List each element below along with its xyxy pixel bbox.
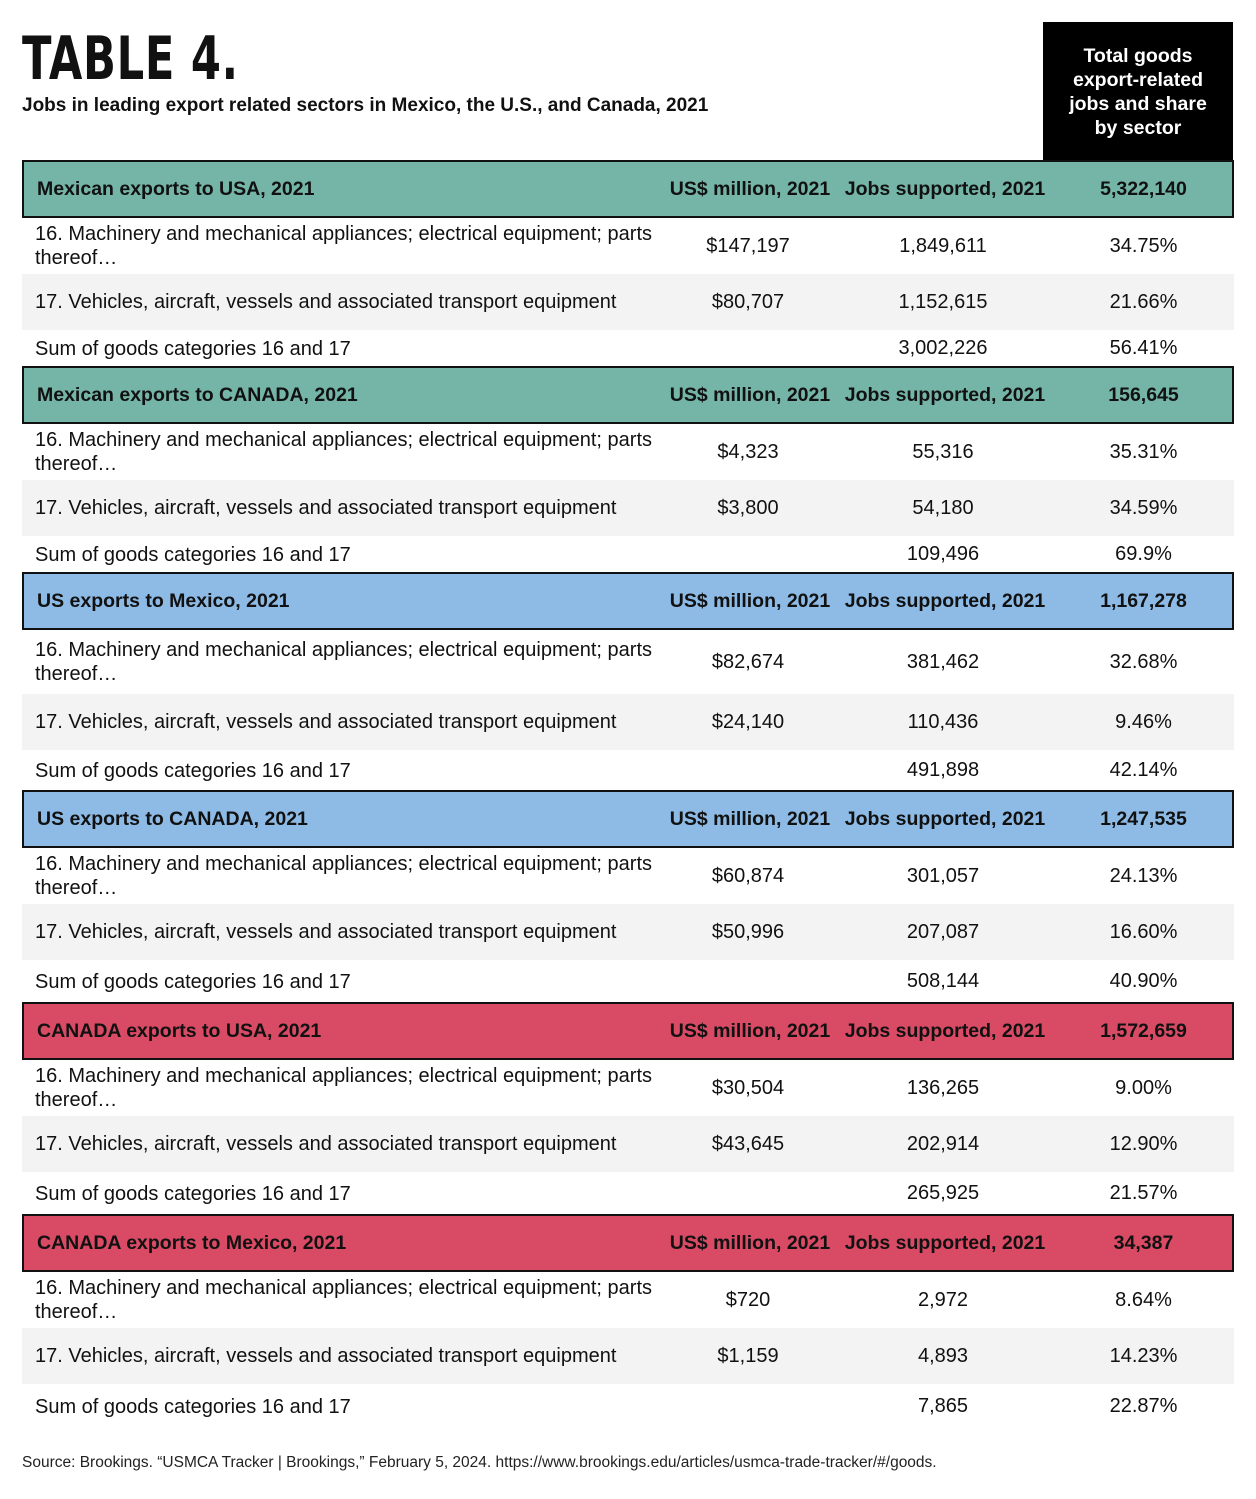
section-total: 1,247,535 [1100,807,1187,830]
table-section [22,366,1234,572]
section-header [22,366,1234,424]
usd-value: $30,504 [711,1076,785,1099]
jobs-value: 491,898 [906,758,980,781]
jobs-value: 1,849,611 [899,234,987,257]
jobs-value: 54,180 [912,496,974,519]
share-value: 24.13% [1109,864,1178,887]
usd-column-header: US$ million, 2021 [669,807,831,830]
share-value: 21.57% [1109,1181,1178,1204]
table-row [22,694,1234,750]
section-header [22,1002,1234,1060]
share-value: 21.66% [1109,290,1178,313]
row-label: Sum of goods categories 16 and 17 [35,338,351,360]
share-value: 9.46% [1115,710,1172,733]
table-row [22,480,1234,536]
share-value: 22.87% [1109,1394,1178,1417]
row-label: 16. Machinery and mechanical appliances; electrical equipment; parts thereof… [35,639,653,685]
jobs-column-header: Jobs supported, 2021 [844,177,1046,200]
usd-value: $4,323 [717,440,779,463]
usd-column-header: US$ million, 2021 [669,383,831,406]
total-column-header: Total goods export-related jobs and share by sector [1043,22,1233,162]
jobs-column-header: Jobs supported, 2021 [844,807,1046,830]
sum-row [22,1172,1234,1214]
row-label: Sum of goods categories 16 and 17 [35,760,351,782]
row-label: 17. Vehicles, aircraft, vessels and associated transport equipment [35,921,617,943]
usd-value: $24,140 [711,710,785,733]
table-subtitle: Jobs in leading export related sectors in Mexico, the U.S., and Canada, 2021 [22,95,709,116]
share-value: 34.75% [1109,234,1178,257]
row-label: 17. Vehicles, aircraft, vessels and associated transport equipment [35,1345,617,1367]
section-total: 1,167,278 [1100,589,1187,612]
row-label: Sum of goods categories 16 and 17 [35,971,351,993]
row-label: 16. Machinery and mechanical appliances; electrical equipment; parts thereof… [35,1065,653,1111]
section-header [22,1214,1234,1272]
usd-column-header: US$ million, 2021 [669,177,831,200]
jobs-value: 381,462 [906,650,980,673]
source-note: Source: Brookings. “USMCA Tracker | Brookings,” February 5, 2024. https://www.brookings.edu/articles/usmca-trade-tracker/#/goods. [22,1454,937,1471]
sum-row [22,750,1234,790]
share-value: 32.68% [1109,650,1178,673]
row-label: 16. Machinery and mechanical appliances; electrical equipment; parts thereof… [35,853,653,899]
section-title: US exports to CANADA, 2021 [37,807,308,830]
share-value: 9.00% [1115,1076,1172,1099]
section-total: 5,322,140 [1100,177,1187,200]
usd-value: $147,197 [706,234,790,257]
row-label: 17. Vehicles, aircraft, vessels and associated transport equipment [35,291,617,313]
section-total: 34,387 [1113,1231,1174,1254]
jobs-value: 1,152,615 [898,290,988,313]
section-title: US exports to Mexico, 2021 [37,589,290,612]
share-value: 34.59% [1109,496,1178,519]
row-label: 16. Machinery and mechanical appliances; electrical equipment; parts thereof… [35,429,653,475]
share-value: 40.90% [1109,969,1178,992]
share-value: 56.41% [1109,336,1178,359]
row-label: 17. Vehicles, aircraft, vessels and associated transport equipment [35,711,617,733]
jobs-value: 265,925 [906,1181,980,1204]
jobs-value: 110,436 [907,710,979,733]
jobs-value: 7,865 [917,1394,969,1417]
row-label: 17. Vehicles, aircraft, vessels and associated transport equipment [35,497,617,519]
usd-value: $80,707 [711,290,785,313]
sum-row [22,330,1234,366]
sum-row [22,960,1234,1002]
usd-value: $720 [725,1288,771,1311]
row-label: 17. Vehicles, aircraft, vessels and associated transport equipment [35,1133,617,1155]
usd-value: $60,874 [711,864,785,887]
table-section [22,160,1234,366]
jobs-column-header: Jobs supported, 2021 [844,383,1046,406]
jobs-column-header: Jobs supported, 2021 [844,1231,1046,1254]
usd-value: $1,159 [717,1344,779,1367]
usd-value: $50,996 [711,920,785,943]
jobs-value: 3,002,226 [898,336,988,359]
section-title: Mexican exports to USA, 2021 [37,177,315,200]
jobs-value: 508,144 [906,969,980,992]
usd-value: $3,800 [717,496,779,519]
jobs-value: 301,057 [906,864,980,887]
table-row [22,218,1234,274]
row-label: Sum of goods categories 16 and 17 [35,1396,351,1418]
share-value: 42.14% [1109,758,1178,781]
table-section [22,1002,1234,1214]
jobs-table [22,160,1234,1428]
table-row [22,424,1234,480]
jobs-value: 4,893 [917,1344,969,1367]
usd-value: $82,674 [711,650,785,673]
share-value: 8.64% [1115,1288,1172,1311]
table-row [22,1328,1234,1384]
table-row [22,1272,1234,1328]
share-value: 12.90% [1109,1132,1178,1155]
table-row [22,274,1234,330]
table-section [22,572,1234,790]
row-label: Sum of goods categories 16 and 17 [35,544,351,566]
table-row [22,630,1234,694]
section-total: 1,572,659 [1100,1019,1187,1042]
sum-row [22,1384,1234,1428]
share-value: 35.31% [1109,440,1178,463]
jobs-value: 202,914 [906,1132,980,1155]
jobs-value: 109,496 [906,542,980,565]
table-row [22,848,1234,904]
share-value: 14.23% [1109,1344,1178,1367]
table-row [22,904,1234,960]
section-header [22,572,1234,630]
table-title: TABLE 4. [22,24,239,94]
section-title: CANADA exports to Mexico, 2021 [37,1231,347,1254]
table-section [22,790,1234,1002]
jobs-column-header: Jobs supported, 2021 [844,1019,1046,1042]
section-header [22,790,1234,848]
jobs-value: 136,265 [906,1076,980,1099]
usd-column-header: US$ million, 2021 [669,1231,831,1254]
table-section [22,1214,1234,1428]
section-title: CANADA exports to USA, 2021 [37,1019,322,1042]
sum-row [22,536,1234,572]
usd-value: $43,645 [711,1132,785,1155]
row-label: 16. Machinery and mechanical appliances; electrical equipment; parts thereof… [35,1277,653,1323]
table-row [22,1116,1234,1172]
row-label: 16. Machinery and mechanical appliances; electrical equipment; parts thereof… [35,223,653,269]
usd-column-header: US$ million, 2021 [669,589,831,612]
section-header [22,160,1234,218]
share-value: 16.60% [1109,920,1178,943]
table-row [22,1060,1234,1116]
jobs-value: 2,972 [917,1288,969,1311]
section-total: 156,645 [1108,383,1179,406]
jobs-value: 207,087 [906,920,980,943]
section-title: Mexican exports to CANADA, 2021 [37,383,358,406]
row-label: Sum of goods categories 16 and 17 [35,1183,351,1205]
jobs-column-header: Jobs supported, 2021 [844,589,1046,612]
jobs-value: 55,316 [912,440,974,463]
usd-column-header: US$ million, 2021 [669,1019,831,1042]
share-value: 69.9% [1115,542,1172,565]
